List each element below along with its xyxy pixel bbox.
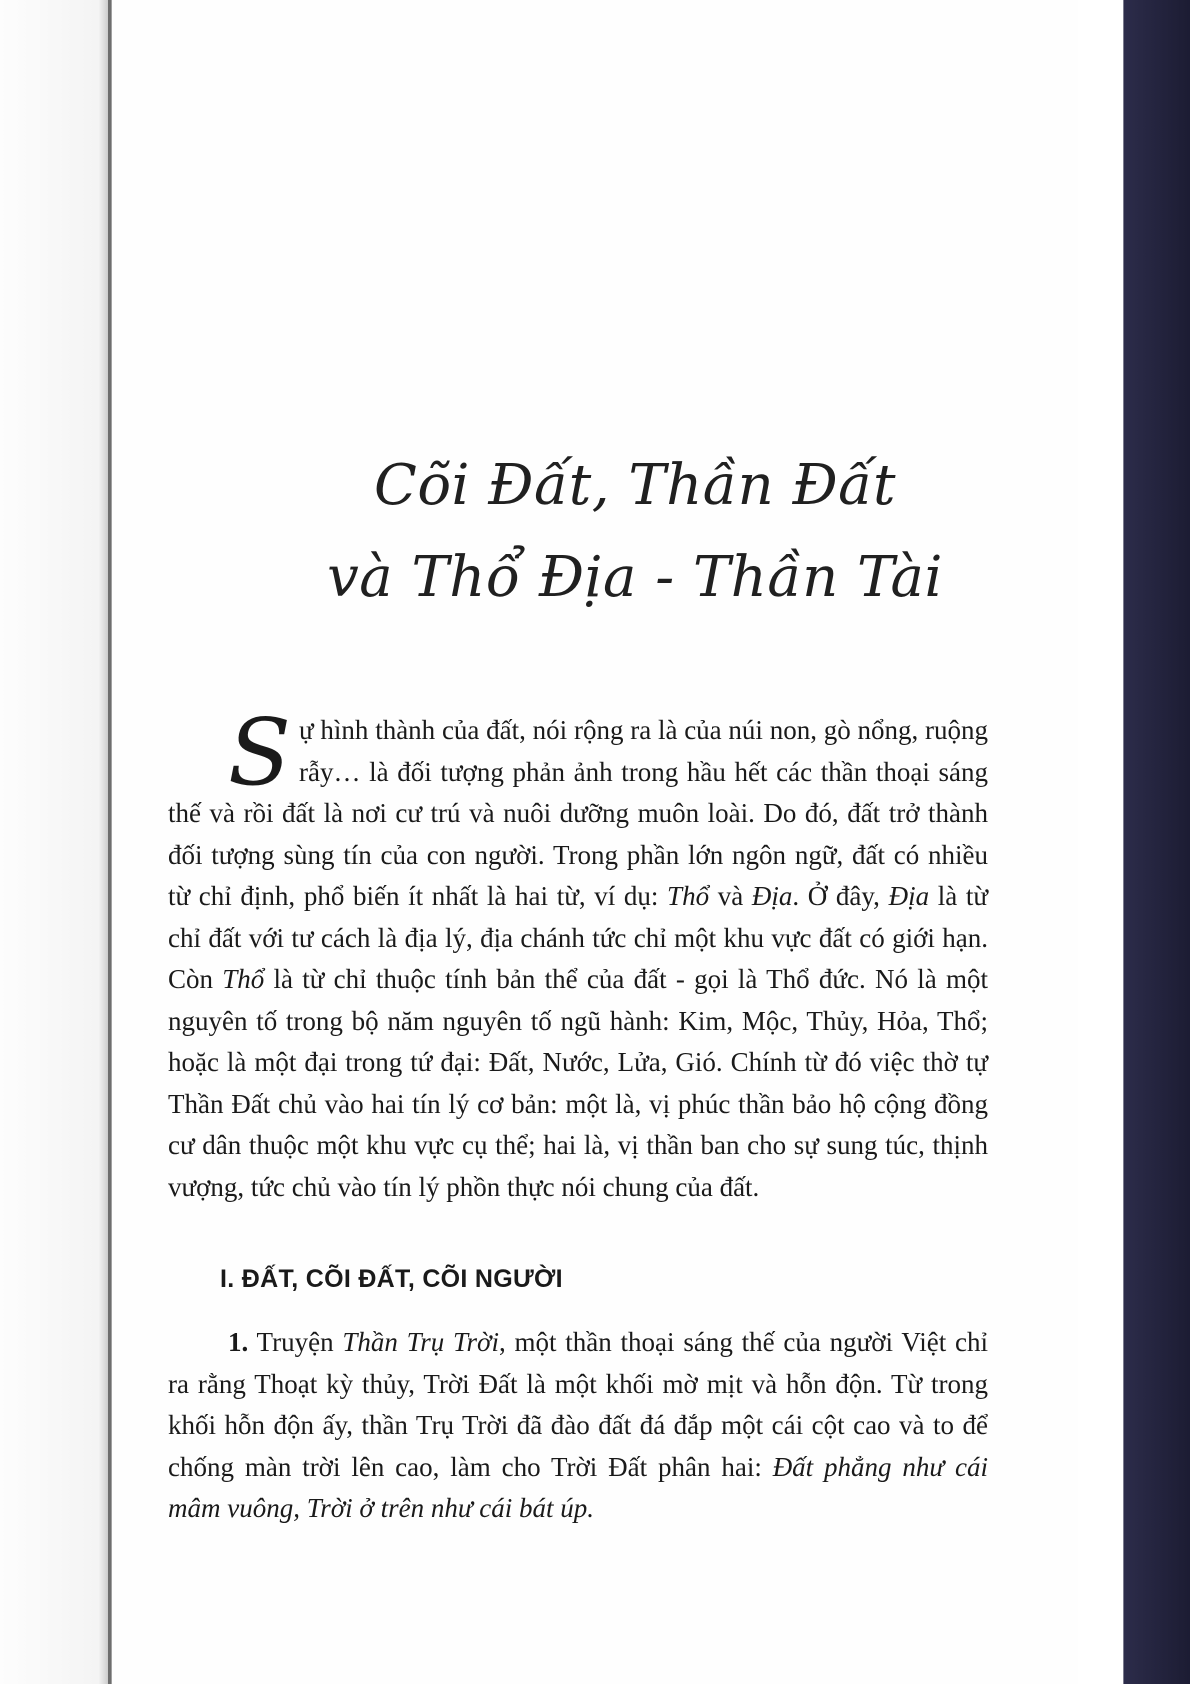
section-italic-quote: Đất phẳng như cái mâm vuông, Trời ở trên như cái bát úp.: [168, 1451, 988, 1523]
intro-italic-tho-2: Thổ: [222, 964, 265, 994]
chapter-title: [112, 440, 1078, 624]
intro-italic-tho-1: Thổ: [667, 881, 710, 911]
intro-text: và: [709, 881, 752, 911]
section-italic-title: Thần Trụ Trời: [342, 1327, 499, 1357]
paragraph-number: 1.: [228, 1327, 249, 1357]
intro-italic-dia-2: Địa: [888, 881, 930, 911]
intro-paragraph: [168, 699, 989, 1208]
chapter-title-line-2: và Thổ Địa - Thần Tài: [327, 545, 943, 610]
intro-italic-dia-1: Địa: [751, 881, 793, 911]
body-text: [168, 699, 989, 1530]
section-heading: I. ĐẤT, CÕI ĐẤT, CÕI NGƯỜI: [220, 1265, 563, 1293]
section-text: Truyện: [248, 1327, 343, 1357]
intro-text: là từ chỉ đất với tư cách là địa lý, địa chánh tức chỉ một khu vực đất có giới hạn. Còn: [168, 881, 989, 994]
chapter-title-line-1: Cõi Đất, Thần Đất: [373, 453, 896, 518]
intro-text: ự hình thành của đất, nói rộng ra là của núi non, gò nổng, ruộng rẫy… là đối tượng phản ảnh trong hầu hết các thần thoại sáng thế và rồi đất là nơi cư trú và nuôi dưỡng muôn loài. Do đó, đất trở thành đối tượng sùng tín của con người. Trong phần lớn ngôn ngữ, đất có nhiều từ chỉ định, phổ biến ít nhất là hai từ, ví dụ:: [168, 715, 988, 911]
section-text: , một thần thoại sáng thế của người Việt chỉ ra rằng Thoạt kỳ thủy, Trời Đất là một khối mờ mịt và hỗn độn. Từ trong khối hỗn độn ấy, thần Trụ Trời đã đào đất đá đắp một cái cột cao và to để chống màn trời lên cao, làm cho Trời Đất phân hai:: [168, 1327, 989, 1482]
book-page-edge-right: [1078, 0, 1190, 1684]
intro-text: là từ chỉ thuộc tính bản thể của đất - gọi là Thổ đức. Nó là một nguyên tố trong bộ năm nguyên tố ngũ hành: Kim, Mộc, Thủy, Hỏa, Thổ; hoặc là một đại trong tứ đại: Đất, Nước, Lửa, Gió. Chính từ đó việc thờ tự Thần Đất chủ vào hai tín lý cơ bản: một là, vị phúc thần bảo hộ cộng đồng cư dân thuộc một khu vực cụ thể; hai là, vị thần ban cho sự sung túc, thịnh vượng, tức chủ vào tín lý phồn thực nói chung của đất.: [168, 964, 988, 1202]
book-page-edge-left: [0, 0, 112, 1684]
intro-text: . Ở đây,: [792, 881, 889, 911]
drop-cap: S: [228, 699, 292, 806]
section-paragraph-1: [168, 1322, 988, 1530]
book-spine-line: [108, 0, 111, 1684]
